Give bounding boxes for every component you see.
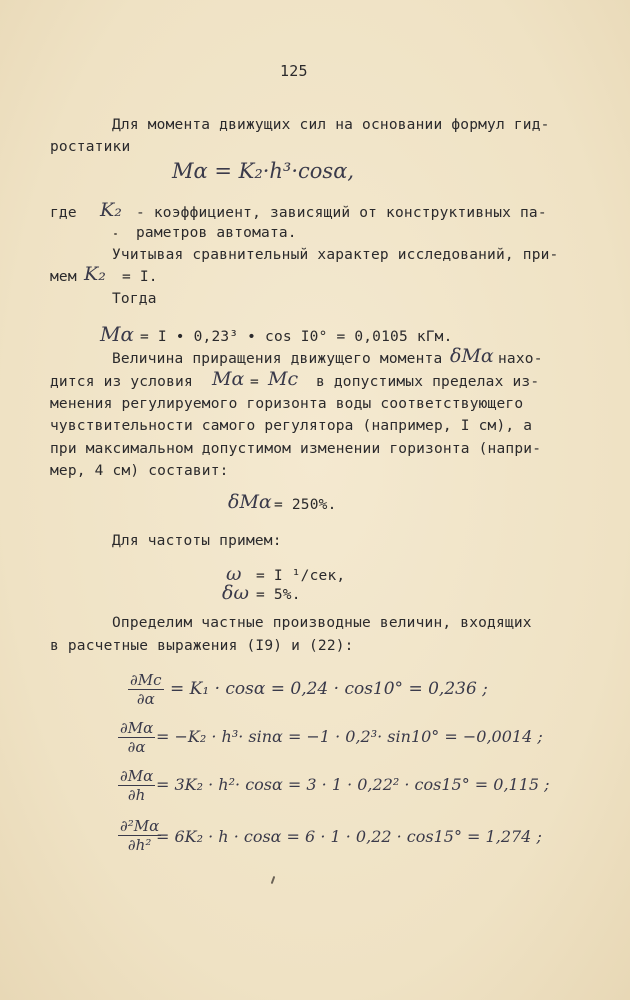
- derivative-2-numerator: ∂Mα: [120, 719, 154, 737]
- then-label: Тогда: [112, 291, 157, 307]
- paragraph-2-lead: мем: [50, 269, 77, 285]
- derivative-1-expression: = K₁ · cosα = 0,24 · cos10° = 0,236 ;: [170, 679, 488, 699]
- derivative-2-denominator: ∂α: [127, 738, 146, 756]
- paragraph-3-line-4: чувствительности самого регулятора (например, I см), а: [50, 418, 533, 434]
- paragraph-3-symbol-mc: Mc: [268, 368, 299, 390]
- derivative-1-numerator: ∂Mc: [130, 671, 162, 689]
- paragraph-3-symbol-delta-m: δMα: [450, 345, 494, 367]
- paragraph-3-line-6: мер, 4 см) составит:: [50, 463, 229, 479]
- paragraph-3-symbol-m-alpha: Mα: [212, 368, 245, 390]
- derivative-3-numerator: ∂Mα: [120, 767, 154, 785]
- paper-speck: [271, 876, 276, 884]
- paper-speck: [114, 233, 117, 235]
- paragraph-1-line-1: Для момента движущих сил на основании формул гид-: [112, 117, 550, 133]
- paragraph-2-rest: = I.: [122, 269, 158, 285]
- paragraph-1-line-2: ростатики: [50, 139, 131, 155]
- paragraph-4-line-1: Определим частные производные величин, входящих: [112, 615, 532, 631]
- paragraph-3-line-5: при максимальном допустимом изменении горизонта (напри-: [50, 441, 542, 457]
- formula-3-expression: = 250%.: [274, 497, 337, 513]
- formula-moment-driving: Mα = K₂·h³·cosα,: [172, 159, 355, 183]
- paragraph-3-equals: =: [250, 374, 259, 390]
- frequency-line-1: = I ¹/сек,: [256, 568, 346, 584]
- derivative-3-denominator: ∂h: [127, 786, 146, 804]
- derivative-2-fraction: [118, 720, 155, 755]
- where-line-2: раметров автомата.: [136, 225, 297, 241]
- paragraph-3-line-2a: дится из условия: [50, 374, 193, 390]
- derivative-4-numerator: ∂²Mα: [120, 817, 160, 835]
- paragraph-2-line-1: Учитывая сравнительный характер исследований, при-: [112, 247, 559, 263]
- paragraph-2-symbol-k2: K₂: [84, 263, 106, 285]
- frequency-symbol-delta-omega: δω: [222, 582, 249, 604]
- derivative-4-expression: = 6K₂ · h · cosα = 6 · 1 · 0,22 · cos15° = 1,274 ;: [156, 827, 542, 846]
- paragraph-3-line-1b: нахо-: [498, 351, 543, 367]
- formula-2-symbol: Mα: [100, 322, 134, 346]
- where-lead: где: [50, 205, 77, 221]
- derivative-4-denominator: ∂h²: [127, 836, 152, 854]
- formula-3-symbol: δMα: [228, 491, 272, 513]
- derivative-2-expression: = −K₂ · h³· sinα = −1 · 0,2³· sin10° = −0,0014 ;: [156, 727, 543, 746]
- paragraph-3-line-2b: в допустимых пределах из-: [316, 374, 540, 390]
- derivative-1-denominator: ∂α: [136, 690, 155, 708]
- formula-2-expression: = I • 0,23³ • cos I0° = 0,0105 кГм.: [140, 329, 453, 345]
- paragraph-3-line-1a: Величина приращения движущего момента: [112, 351, 443, 367]
- derivative-4-fraction: [118, 818, 161, 853]
- paragraph-3-line-3: менения регулируемого горизонта воды соответствующего: [50, 396, 524, 412]
- page-number: 125: [280, 62, 308, 80]
- derivative-3-fraction: [118, 768, 155, 803]
- derivative-1-fraction: [128, 672, 164, 707]
- frequency-line-2: = 5%.: [256, 587, 301, 603]
- paragraph-4-line-2: в расчетные выражения (I9) и (22):: [50, 638, 354, 654]
- frequency-symbol-omega: ω: [226, 563, 242, 585]
- where-line-1: - коэффициент, зависящий от конструктивных па-: [136, 205, 547, 221]
- frequency-intro: Для частоты примем:: [112, 533, 282, 549]
- where-symbol-k2: K₂: [100, 199, 122, 221]
- derivative-3-expression: = 3K₂ · h²· cosα = 3 · 1 · 0,22² · cos15° = 0,115 ;: [156, 775, 550, 794]
